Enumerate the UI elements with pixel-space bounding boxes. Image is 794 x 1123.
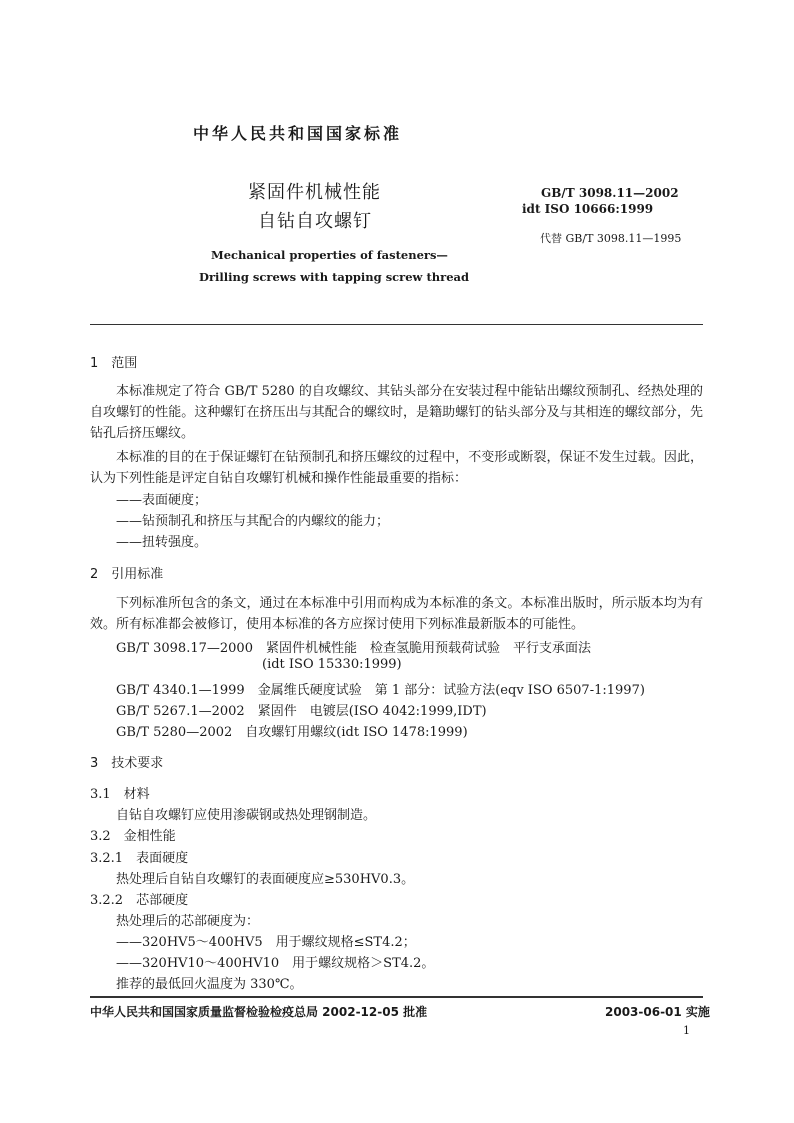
reference-gb-3098-17: GB/T 3098.17—2000 紧固件机械性能 检查氢脆用预载荷试验 平行支承面法 xyxy=(116,641,591,656)
reference-gb-3098-17-idt: (idt ISO 15330:1999) xyxy=(262,657,402,672)
section-3-heading: 3 技术要求 xyxy=(90,756,164,771)
section-2-paragraph: 下列标准所包含的条文，通过在本标准中引用而构成为本标准的条文。本标准出版时，所示版本均为有效。所有标准都会被修订，使用本标准的各方应探讨使用下列标准最新版本的可能性。 xyxy=(90,596,703,632)
title-line-1: 紧固件机械性能 xyxy=(248,182,381,203)
english-title-line-1: Mechanical properties of fasteners— xyxy=(211,248,448,262)
implementation-date: 2003-06-01 实施 xyxy=(605,1005,710,1019)
section-3-1-text: 自钻自攻螺钉应使用渗碳钢或热处理钢制造。 xyxy=(116,808,377,823)
reference-gb-5280: GB/T 5280—2002 自攻螺钉用螺纹(idt ISO 1478:1999) xyxy=(116,725,468,740)
section-1-heading: 1 范围 xyxy=(90,356,138,371)
replaces-standard: 代替 GB/T 3098.11—1995 xyxy=(540,232,682,245)
idt-standard: idt ISO 10666:1999 xyxy=(522,202,654,216)
section-3-2-1-text: 热处理后自钻自攻螺钉的表面硬度应≥530HV0.3。 xyxy=(116,872,415,887)
section-1-list-item: ——扭转强度。 xyxy=(116,535,208,550)
section-1-paragraph-2: 本标准的目的在于保证螺钉在钻预制孔和挤压螺纹的过程中，不变形或断裂，保证不发生过载。因此，认为下列性能是评定自钻自攻螺钉机械和操作性能最重要的指标： xyxy=(90,450,703,486)
footer-divider xyxy=(90,996,703,998)
standard-number: GB/T 3098.11—2002 xyxy=(541,186,679,200)
section-3-2-2-text: 热处理后的芯部硬度为： xyxy=(116,914,260,929)
section-3-2-heading: 3.2 金相性能 xyxy=(90,829,176,844)
section-3-2-1-heading: 3.2.1 表面硬度 xyxy=(90,851,189,866)
title-line-2: 自钻自攻螺钉 xyxy=(258,211,372,232)
section-3-2-2-list-item: ——320HV10～400HV10 用于螺纹规格＞ST4.2。 xyxy=(116,956,435,971)
section-3-2-2-list-item: ——320HV5～400HV5 用于螺纹规格≤ST4.2； xyxy=(116,935,416,950)
section-3-2-2-tail: 推荐的最低回火温度为 330℃。 xyxy=(116,977,303,992)
reference-gb-4340-1: GB/T 4340.1—1999 金属维氏硬度试验 第 1 部分：试验方法(eqv ISO 6507-1:1997) xyxy=(116,683,645,698)
section-1-list-item: ——表面硬度； xyxy=(116,493,208,508)
national-standard-heading: 中华人民共和国国家标准 xyxy=(193,124,403,143)
reference-gb-5267-1: GB/T 5267.1—2002 紧固件 电镀层(ISO 4042:1999,IDT) xyxy=(116,704,487,719)
section-3-1-heading: 3.1 材料 xyxy=(90,787,150,802)
section-1-list-item: ——钻预制孔和挤压与其配合的内螺纹的能力； xyxy=(116,514,390,529)
header-divider xyxy=(90,324,703,325)
section-1-paragraph-1: 本标准规定了符合 GB/T 5280 的自攻螺纹、其钻头部分在安装过程中能钻出螺纹预制孔、经热处理的自攻螺钉的性能。这种螺钉在挤压出与其配合的螺纹时，是籍助螺钉的钻头部分及与其相连的螺纹部分，先钻孔后挤压螺纹。 xyxy=(90,384,703,441)
english-title-line-2: Drilling screws with tapping screw thread xyxy=(199,270,470,284)
page-number: 1 xyxy=(683,1024,690,1037)
section-2-heading: 2 引用标准 xyxy=(90,567,164,582)
section-3-2-2-heading: 3.2.2 芯部硬度 xyxy=(90,893,189,908)
approval-statement: 中华人民共和国国家质量监督检验检疫总局 2002-12-05 批准 xyxy=(90,1005,428,1019)
